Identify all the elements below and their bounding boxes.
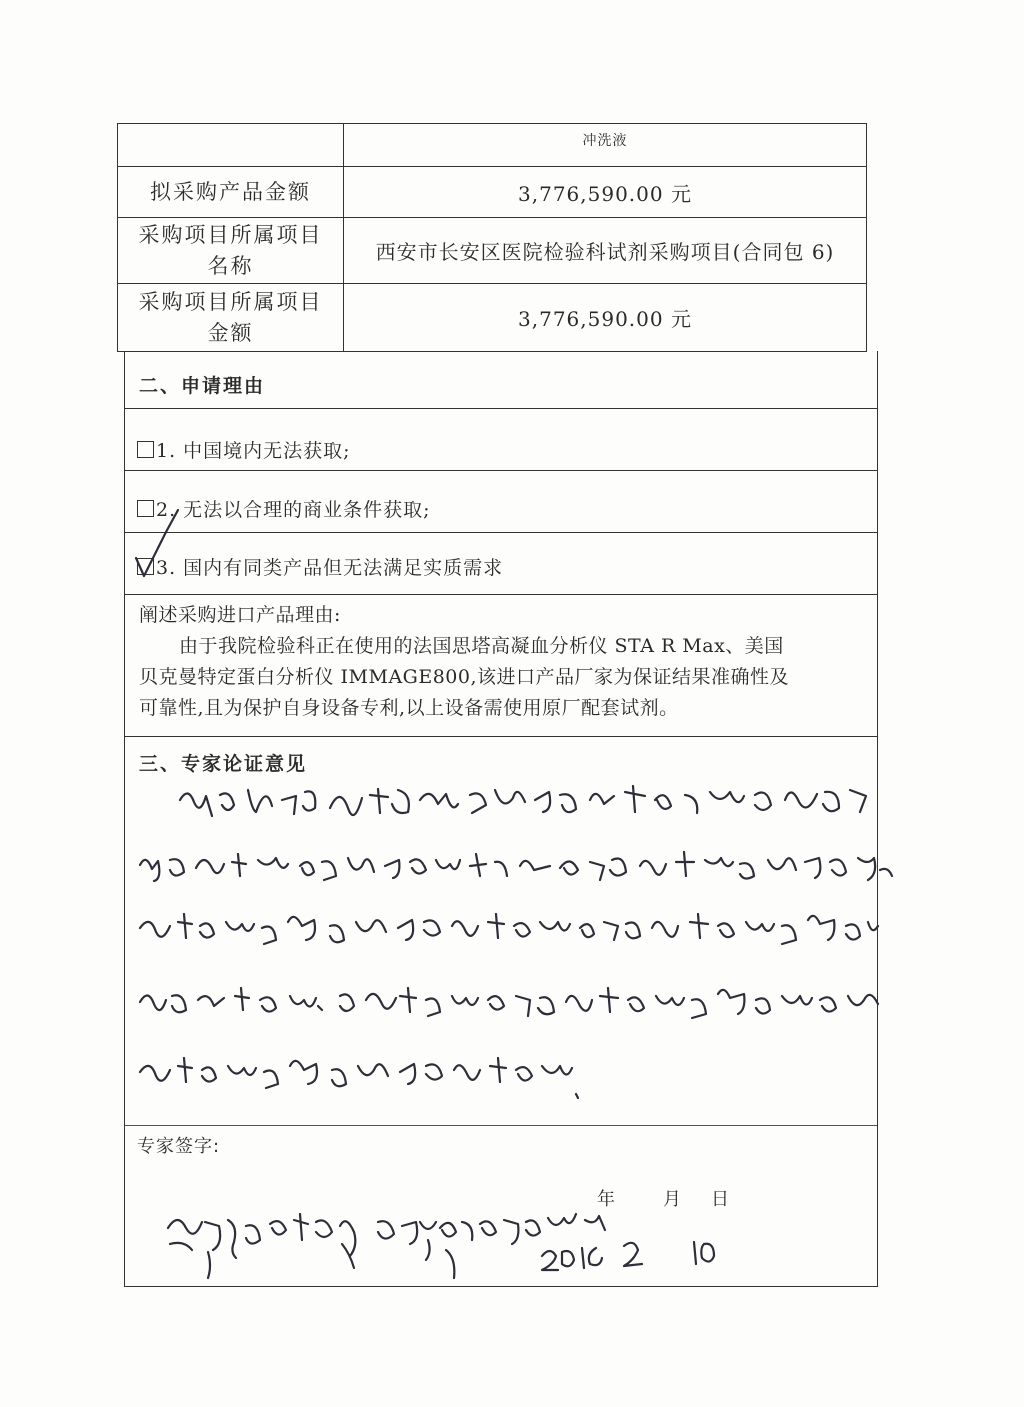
expert-section-title: 三、专家论证意见 [139, 753, 308, 775]
explain-line2: 贝克曼特定蛋白分析仪 IMMAGE800,该进口产品厂家为保证结果准确性及 [139, 666, 790, 688]
project-name-label-line1: 采购项目所属项目 [138, 222, 323, 247]
option3 [137, 553, 503, 580]
explain-line3: 可靠性,且为保护自身设备专利,以上设备需使用原厂配套试剂。 [139, 697, 679, 719]
explain-heading: 阐述采购进口产品理由: [139, 604, 341, 626]
option3-text: 3. 国内有同类产品但无法满足实质需求 [156, 557, 504, 579]
signature-label: 专家签字: [137, 1136, 221, 1157]
signature-divider [125, 1125, 877, 1126]
explain-row [125, 595, 877, 737]
option2-checkbox[interactable] [137, 500, 154, 517]
table-row [118, 218, 866, 284]
option2 [137, 495, 431, 522]
date-year-label: 年 [597, 1189, 615, 1210]
date-month-label: 月 [663, 1189, 681, 1210]
option1-checkbox[interactable] [137, 441, 154, 458]
option2-row [125, 471, 877, 533]
reasons-section-title: 二、申请理由 [139, 375, 266, 397]
amount-value: 3,776,590.00 元 [518, 181, 692, 206]
option2-text: 2. 无法以合理的商业条件获取; [156, 499, 431, 521]
project-amount-label-line2: 金额 [207, 320, 254, 345]
table-row [118, 124, 866, 167]
option1-row [125, 409, 877, 471]
reasons-title-row [125, 351, 877, 409]
row0-value: 冲洗液 [582, 133, 628, 149]
explain-block [139, 600, 865, 724]
project-amount-label [118, 284, 344, 351]
option3-checkbox[interactable] [137, 558, 154, 575]
option1 [137, 436, 351, 463]
option1-text: 1. 中国境内无法获取; [156, 440, 351, 462]
option3-row [125, 533, 877, 595]
table-row [118, 284, 866, 351]
project-name-label-line2: 名称 [207, 253, 254, 278]
application-table [124, 351, 878, 1287]
product-info-table [117, 123, 867, 352]
expert-opinion-area [125, 737, 877, 1287]
amount-label: 拟采购产品金额 [118, 167, 344, 217]
row0-label-cell [118, 124, 344, 166]
date-day-label: 日 [711, 1189, 729, 1210]
project-amount-label-line1: 采购项目所属项目 [138, 289, 323, 314]
explain-line1: 由于我院检验科正在使用的法国思塔高凝血分析仪 STA R Max、美国 [179, 635, 784, 657]
project-name-label [118, 218, 344, 283]
project-amount-value: 3,776,590.00 元 [518, 307, 692, 331]
project-name-value: 西安市长安区医院检验科试剂采购项目(合同包 6) [375, 240, 835, 264]
table-row [118, 167, 866, 218]
